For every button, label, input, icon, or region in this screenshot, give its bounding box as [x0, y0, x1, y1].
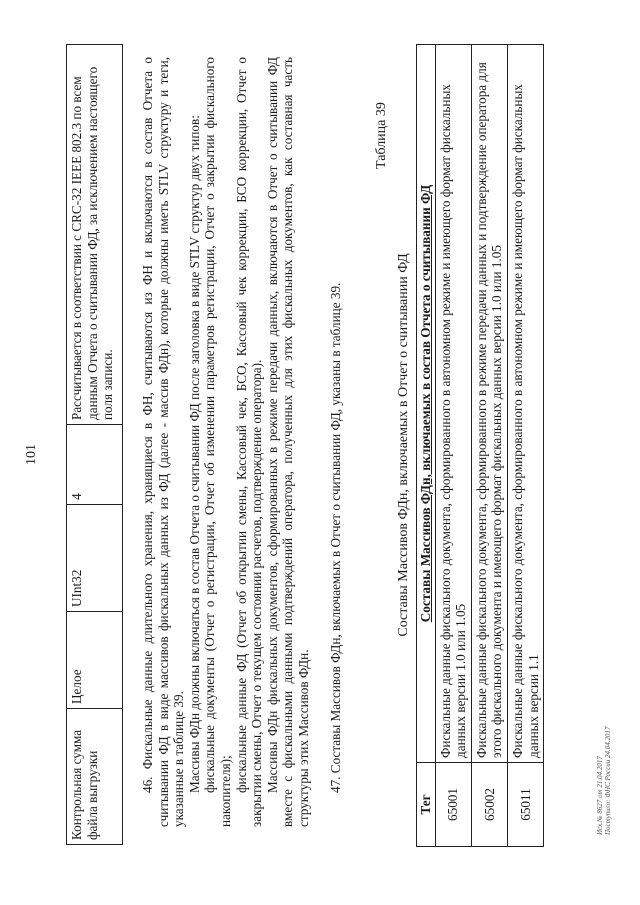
- paragraph-arrays: Массивы ФДн должны включаться в состав Отчета о считывании ФД после заголовка в виде STLV структур двух типов:: [186, 115, 202, 793]
- description-cell: Фискальные данные фискального документа, сформированного в автономном режиме и имеющего формат фискальных данных версии 1.1: [507, 45, 543, 763]
- checksum-table: [66, 44, 123, 845]
- paragraph-transfer-mode: Массивы ФДн фискальных документов, сформированных в режиме передачи данных, включаются в Отчет о считывании ФД вместе с фискальными данными подтверждений оператора, полученных для этих фискальных документов, как составная часть структуры этих Массивов ФДн.: [264, 57, 311, 827]
- note-line: Исх.№ 8627 от 21.04.2017: [596, 756, 604, 835]
- description-cell: Фискальные данные фискального документа, сформированного в автономном режиме и имеющего формат фискальных данных версии 1.0 или 1.05: [435, 45, 471, 763]
- registration-note: [596, 727, 612, 835]
- note-line: Поступило: ФНС России 24.04.2017: [604, 726, 612, 835]
- field-type-cell: Целое: [67, 612, 123, 709]
- paragraph-47: [328, 57, 344, 827]
- paragraph-number: 46.: [140, 776, 155, 793]
- table-label: Таблица 39: [374, 102, 389, 169]
- table-row: [507, 45, 543, 847]
- table-row: [471, 45, 507, 847]
- field-name-cell: Контрольная сумма файла выгрузки: [67, 709, 123, 845]
- table-39: [416, 44, 544, 847]
- table-row: [435, 45, 471, 847]
- page-number: 101: [24, 444, 39, 465]
- paragraph-fiscal-data: фискальные данные ФД (Отчет об открытии смены, Кассовый чек, БСО, Кассовый чек коррекции, БСО коррекции, Отчет о закрытии смены, Отчет о текущем состоянии расчетов, подтверждение оператора).: [233, 57, 265, 827]
- tag-cell: 65001: [435, 763, 471, 847]
- header-tag: Тег: [417, 763, 436, 847]
- field-description-cell: Рассчитывается в соответствии с CRC-32 IEEE 802.3 по всем данным Отчета о считывании ФД, за исключением настоящего поля записи.: [67, 45, 123, 425]
- description-cell: Фискальные данные фискального документа, сформированного в режиме передачи данных и подтверждение оператора для этого фискального документа и имеющего формат фискальных данных версии 1.0 или 1.05: [471, 45, 507, 763]
- table-header-row: [417, 45, 436, 847]
- field-length-cell: 4: [67, 425, 123, 505]
- paragraph-text: Составы Массивов ФДн, включаемых в Отчет о считывании ФД, указаны в таблице 39.: [327, 282, 343, 774]
- paragraph-text: Фискальные данные длительного хранения, хранящиеся в ФН, считываются из ФН и включаются в состав Отчета о считывании ФД в виде массивов фискальных данных из ФД (далее - массив ФДн), которые должны иметь STLV структуру и теги, указанные в таблице 39.: [140, 57, 187, 827]
- table-title: Составы Массивов ФДн, включаемых в Отчет о считывании ФД: [396, 253, 411, 637]
- paragraph-46: [140, 57, 187, 827]
- field-format-cell: UInt32: [67, 505, 123, 612]
- table-row: [67, 45, 123, 845]
- header-description: Составы Массивов ФДн, включаемых в состав Отчета о считывании ФД: [417, 45, 436, 763]
- paragraph-number: 47.: [327, 776, 343, 793]
- paragraph-fiscal-documents: фискальные документы (Отчет о регистрации, Отчет об изменении параметров регистрации, Отчет о закрытии фискального накопителя);: [202, 57, 233, 827]
- body-text: [140, 57, 343, 827]
- tag-cell: 65011: [507, 763, 543, 847]
- tag-cell: 65002: [471, 763, 507, 847]
